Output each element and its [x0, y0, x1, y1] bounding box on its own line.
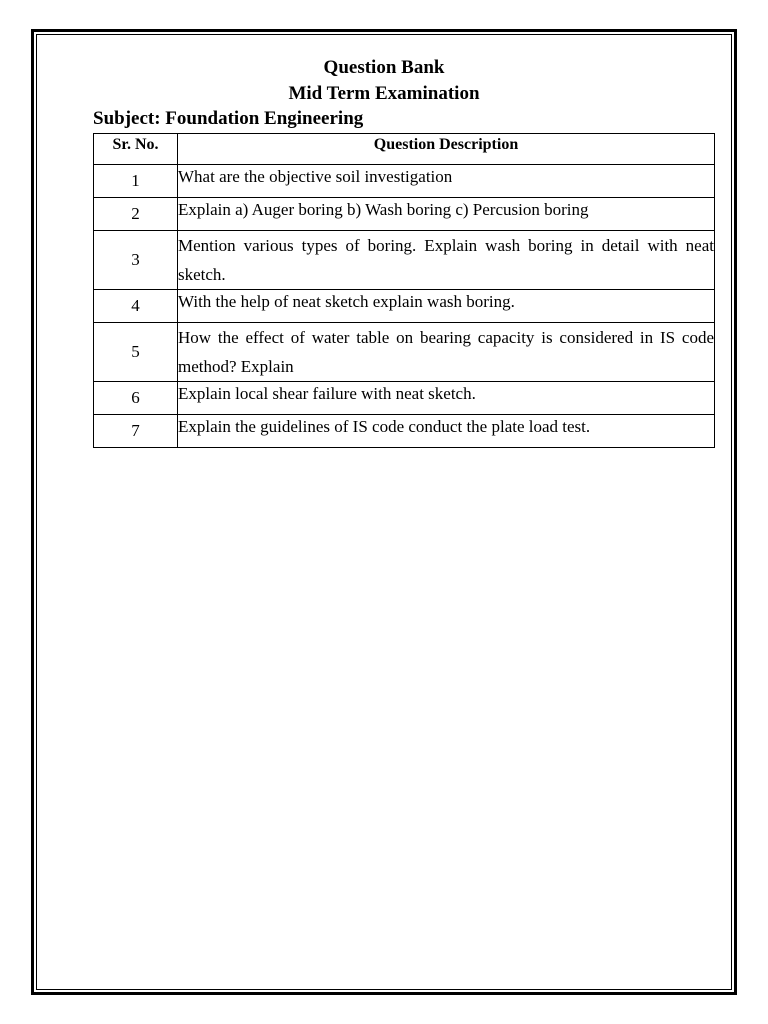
table-header-row: [94, 134, 715, 165]
document-title: Question Bank: [323, 57, 445, 78]
table-row: [94, 323, 715, 382]
serial-number-cell: 4: [94, 290, 178, 323]
question-cell: Mention various types of boring. Explain wash boring in detail with neat sketch.: [178, 231, 715, 290]
table-row: [94, 415, 715, 448]
exam-title: Mid Term Examination: [288, 83, 480, 104]
serial-number-cell: 2: [94, 198, 178, 231]
question-cell: Explain local shear failure with neat sketch.: [178, 382, 715, 415]
question-cell: How the effect of water table on bearing capacity is considered in IS code method? Explain: [178, 323, 715, 382]
serial-number-cell: 5: [94, 323, 178, 382]
serial-number-cell: 1: [94, 165, 178, 198]
question-cell: Explain the guidelines of IS code conduct the plate load test.: [178, 415, 715, 448]
table-row: [94, 231, 715, 290]
table-row: [94, 382, 715, 415]
table-row: [94, 165, 715, 198]
question-cell: What are the objective soil investigation: [178, 165, 715, 198]
serial-number-cell: 7: [94, 415, 178, 448]
question-table: [93, 133, 715, 448]
serial-number-cell: 3: [94, 231, 178, 290]
table-row: [94, 198, 715, 231]
serial-number-cell: 6: [94, 382, 178, 415]
column-header-question-description: Question Description: [178, 134, 715, 165]
question-cell: With the help of neat sketch explain wash boring.: [178, 290, 715, 323]
column-header-sr-no: Sr. No.: [94, 134, 178, 165]
subject-heading: Subject: Foundation Engineering: [93, 108, 364, 129]
question-cell: Explain a) Auger boring b) Wash boring c) Percusion boring: [178, 198, 715, 231]
table-row: [94, 290, 715, 323]
